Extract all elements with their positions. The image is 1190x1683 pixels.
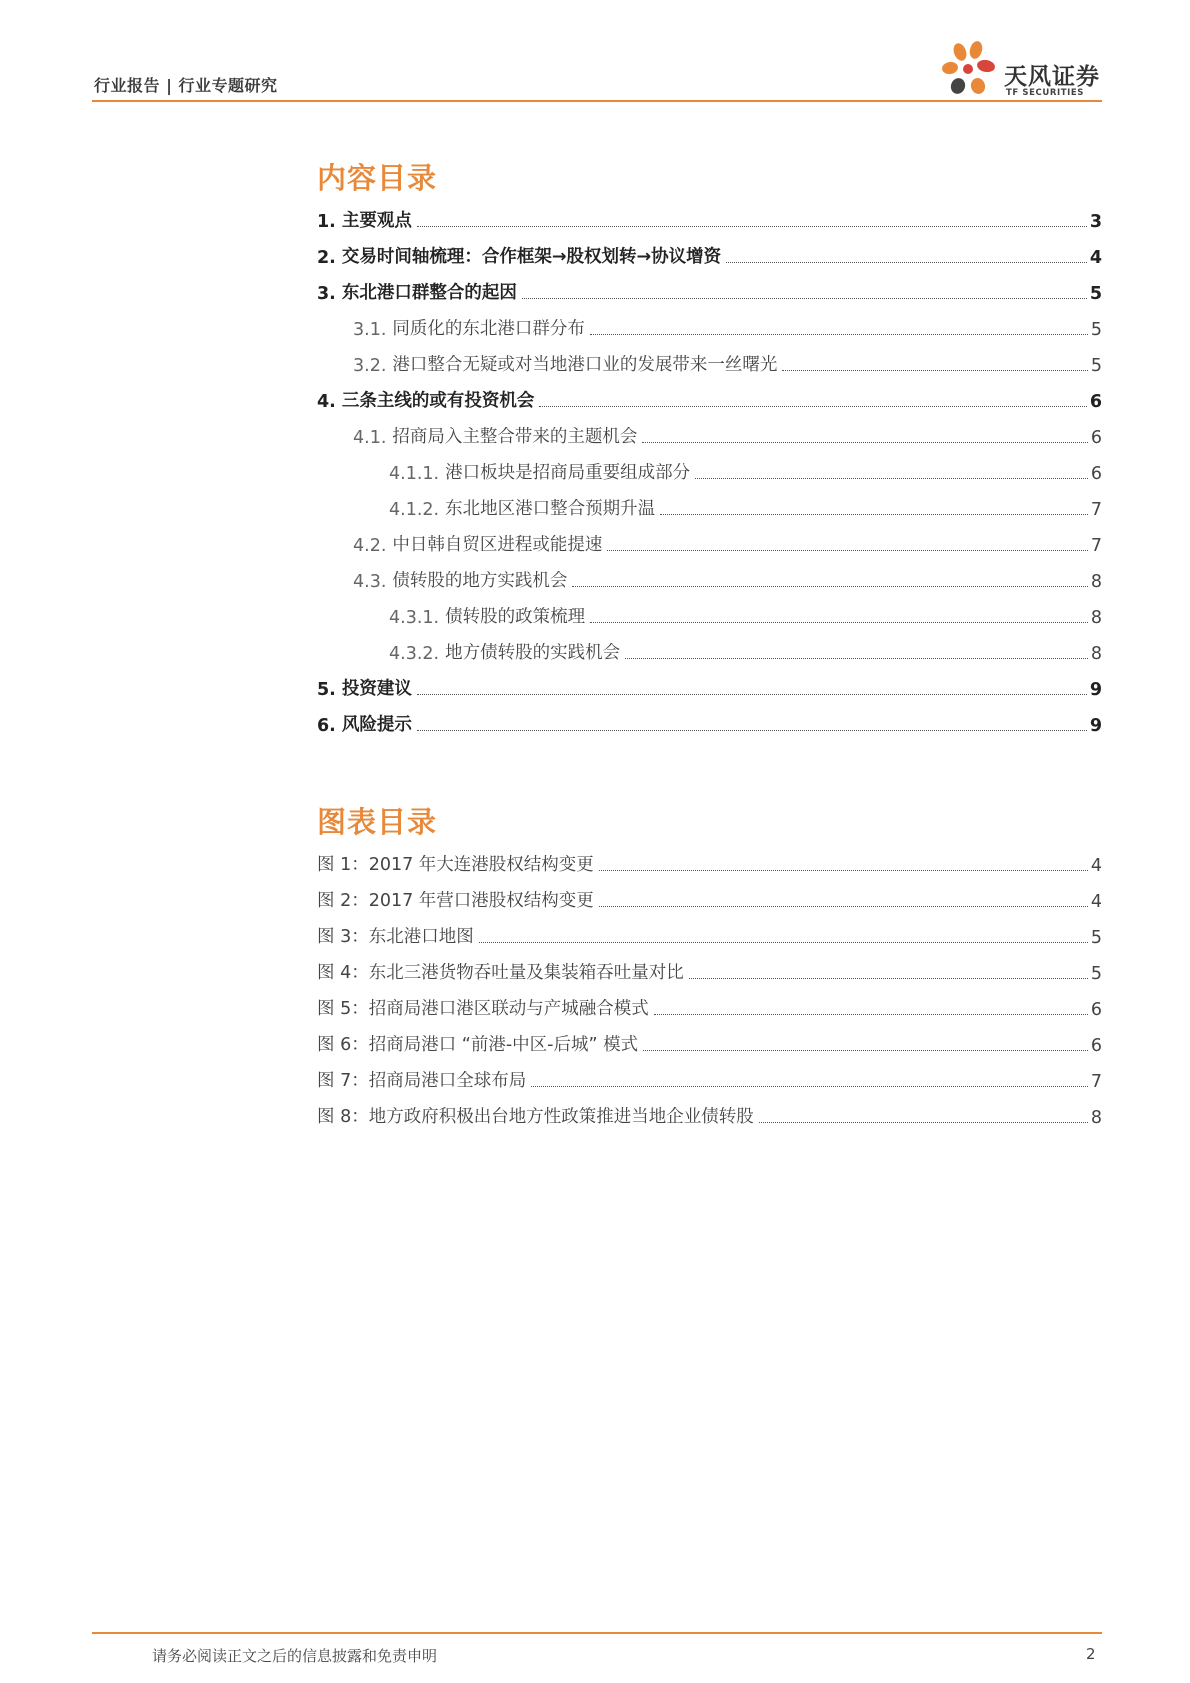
toc-entry-title: 中日韩自贸区进程或能提速 <box>392 535 603 555</box>
figure-entry-title: 图 1：2017 年大连港股权结构变更 <box>317 855 594 875</box>
toc-entry-number: 4.2. <box>353 536 387 556</box>
toc-entry[interactable] <box>353 412 1102 448</box>
toc-entry-page: 5 <box>1090 356 1102 376</box>
toc-entry-page: 3 <box>1089 212 1102 232</box>
toc-entry-title: 港口板块是招商局重要组成部分 <box>445 463 691 483</box>
figure-entry[interactable] <box>317 1056 1102 1092</box>
toc-entry-page: 8 <box>1090 608 1102 628</box>
toc-entry-title: 交易时间轴梳理：合作框架→股权划转→协议增资 <box>341 247 722 267</box>
dot-leader <box>660 513 1088 515</box>
figure-entry-page: 5 <box>1090 928 1102 948</box>
toc-entry-page: 6 <box>1090 428 1102 448</box>
dot-leader <box>417 225 1087 227</box>
dot-leader <box>572 585 1087 587</box>
dot-leader <box>695 477 1088 479</box>
toc-entry[interactable] <box>353 304 1102 340</box>
figure-entry-title: 图 6：招商局港口 “前港-中区-后城” 模式 <box>317 1035 639 1055</box>
toc-entry-title: 招商局入主整合带来的主题机会 <box>392 427 638 447</box>
toc-entry-title: 地方债转股的实践机会 <box>445 643 621 663</box>
toc-entry-page: 4 <box>1089 248 1102 268</box>
toc-entry-title: 三条主线的或有投资机会 <box>341 391 535 411</box>
toc-entry[interactable] <box>353 340 1102 376</box>
toc-entry[interactable] <box>389 592 1102 628</box>
toc-entry-number: 4.3.2. <box>389 644 440 664</box>
toc-entry-number: 4.1.2. <box>389 500 440 520</box>
dot-leader <box>531 1085 1088 1087</box>
figure-entry[interactable] <box>317 840 1102 876</box>
report-type-label: 行业报告 | 行业专题研究 <box>94 76 278 95</box>
dot-leader <box>590 621 1088 623</box>
dot-leader <box>417 729 1087 731</box>
figure-entry[interactable] <box>317 1092 1102 1128</box>
toc-entry-number: 3. <box>317 284 336 304</box>
brand-logo <box>938 38 1108 102</box>
toc-entry-number: 2. <box>317 248 336 268</box>
toc-entry[interactable] <box>317 268 1102 304</box>
toc-entry[interactable] <box>317 664 1102 700</box>
figure-entry-page: 7 <box>1090 1072 1102 1092</box>
toc-entry-title: 东北地区港口整合预期升温 <box>445 499 656 519</box>
toc-entry-page: 7 <box>1090 536 1102 556</box>
figure-list-title: 图表目录 <box>317 805 438 839</box>
figure-entry-title: 图 8：地方政府积极出台地方性政策推进当地企业债转股 <box>317 1107 754 1127</box>
toc-entry-title: 港口整合无疑或对当地港口业的发展带来一丝曙光 <box>392 355 778 375</box>
toc-entry-number: 4.3.1. <box>389 608 440 628</box>
toc-entry-page: 5 <box>1089 284 1102 304</box>
dot-leader <box>642 441 1087 443</box>
toc-entry-number: 1. <box>317 212 336 232</box>
figure-entry-title: 图 7：招商局港口全球布局 <box>317 1071 527 1091</box>
figure-entry[interactable] <box>317 984 1102 1020</box>
toc-entry-page: 8 <box>1090 644 1102 664</box>
dot-leader <box>625 657 1088 659</box>
dot-leader <box>643 1049 1088 1051</box>
dot-leader <box>522 297 1087 299</box>
figure-entry-page: 6 <box>1090 1036 1102 1056</box>
figure-entry-page: 8 <box>1090 1108 1102 1128</box>
toc-entry[interactable] <box>317 196 1102 232</box>
dot-leader <box>417 693 1087 695</box>
toc-entry-number: 3.2. <box>353 356 387 376</box>
toc-entry-page: 5 <box>1090 320 1102 340</box>
toc-entry[interactable] <box>353 556 1102 592</box>
dot-leader <box>539 405 1086 407</box>
page-number: 2 <box>1086 1645 1096 1663</box>
figure-entry[interactable] <box>317 876 1102 912</box>
toc-entry-number: 4.3. <box>353 572 387 592</box>
toc-entry-page: 6 <box>1089 392 1102 412</box>
figure-entry-title: 图 3：东北港口地图 <box>317 927 474 947</box>
figure-entry-title: 图 5：招商局港口港区联动与产城融合模式 <box>317 999 649 1019</box>
dot-leader <box>654 1013 1088 1015</box>
toc-entry[interactable] <box>389 628 1102 664</box>
toc-entry-title: 风险提示 <box>341 715 412 735</box>
toc-entry-page: 8 <box>1090 572 1102 592</box>
toc-entry-title: 主要观点 <box>341 211 412 231</box>
toc-entry-number: 5. <box>317 680 336 700</box>
toc-entry[interactable] <box>317 376 1102 412</box>
toc-entry-page: 6 <box>1090 464 1102 484</box>
dot-leader <box>759 1121 1088 1123</box>
flower-logo-icon <box>938 38 1002 102</box>
dot-leader <box>782 369 1087 371</box>
toc-entry-page: 9 <box>1089 680 1102 700</box>
brand-name-en: TF SECURITIES <box>1006 88 1085 98</box>
toc-entry[interactable] <box>353 520 1102 556</box>
toc-entry-number: 6. <box>317 716 336 736</box>
dot-leader <box>726 261 1087 263</box>
figure-entry-page: 6 <box>1090 1000 1102 1020</box>
toc-entry-number: 4. <box>317 392 336 412</box>
toc-entry[interactable] <box>317 700 1102 736</box>
brand-name-cn: 天风证券 <box>1004 64 1100 90</box>
toc-entry-title: 投资建议 <box>341 679 412 699</box>
toc-entry-title: 债转股的政策梳理 <box>445 607 586 627</box>
footer-disclaimer: 请务必阅读正文之后的信息披露和免责申明 <box>152 1647 438 1665</box>
figure-entry-page: 4 <box>1090 856 1102 876</box>
figure-entry[interactable] <box>317 948 1102 984</box>
toc-title: 内容目录 <box>317 161 438 195</box>
dot-leader <box>599 905 1088 907</box>
figure-entry-page: 4 <box>1090 892 1102 912</box>
toc-entry-number: 4.1.1. <box>389 464 440 484</box>
toc-entry[interactable] <box>389 448 1102 484</box>
dot-leader <box>590 333 1088 335</box>
toc-entry-number: 4.1. <box>353 428 387 448</box>
toc-entry-title: 债转股的地方实践机会 <box>392 571 568 591</box>
figure-entry[interactable] <box>317 912 1102 948</box>
dot-leader <box>479 941 1088 943</box>
dot-leader <box>689 977 1088 979</box>
dot-leader <box>607 549 1087 551</box>
figure-entry-title: 图 2：2017 年营口港股权结构变更 <box>317 891 594 911</box>
dot-leader <box>599 869 1088 871</box>
toc-entry-number: 3.1. <box>353 320 387 340</box>
toc-entry-title: 同质化的东北港口群分布 <box>392 319 585 339</box>
toc-entry-page: 7 <box>1090 500 1102 520</box>
figure-entry[interactable] <box>317 1020 1102 1056</box>
figure-entry-title: 图 4：东北三港货物吞吐量及集装箱吞吐量对比 <box>317 963 684 983</box>
toc-entry-page: 9 <box>1089 716 1102 736</box>
figure-entry-page: 5 <box>1090 964 1102 984</box>
toc-entry[interactable] <box>389 484 1102 520</box>
toc-entry[interactable] <box>317 232 1102 268</box>
toc-entry-title: 东北港口群整合的起因 <box>341 283 517 303</box>
footer-divider <box>92 1632 1102 1634</box>
